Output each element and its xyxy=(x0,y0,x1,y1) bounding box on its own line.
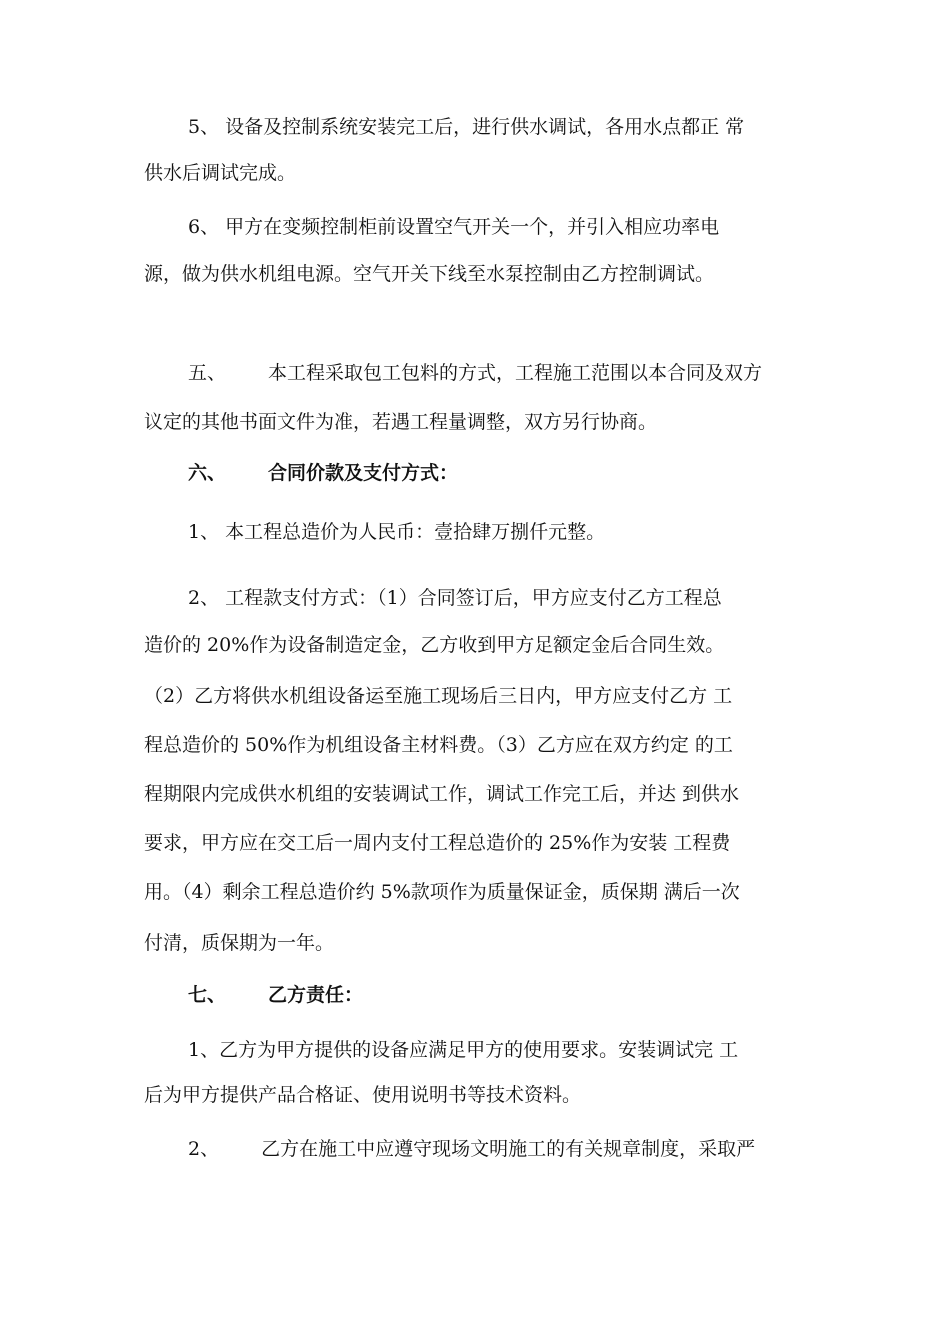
section-5-line-2: 议定的其他书面文件为准，若遇工程量调整，双方另行协商。 xyxy=(144,411,658,433)
section-5-text: 本工程采取包工包料的方式，工程施工范围以本合同及双方 xyxy=(268,362,763,384)
item-6-2-line-2: 造价的 20%作为设备制造定金，乙方收到甲方足额定金后合同生效。 xyxy=(144,634,725,656)
item-6-2-line-8: 付清，质保期为一年。 xyxy=(144,932,335,954)
item-7-2-line-1 xyxy=(188,1137,755,1161)
para-6-line-1: 6、 甲方在变频控制柜前设置空气开关一个，并引入相应功率电 xyxy=(188,216,720,238)
item-7-2-text: 乙方在施工中应遵守现场文明施工的有关规章制度，采取严 xyxy=(261,1138,756,1160)
section-6-title: 合同价款及支付方式： xyxy=(268,462,459,484)
para-5-line-2: 供水后调试完成。 xyxy=(144,162,297,184)
section-7-heading xyxy=(188,983,363,1007)
item-6-2-line-6: 要求，甲方应在交工后一周内支付工程总造价的 25%作为安装 工程费 xyxy=(144,832,731,854)
section-7-title: 乙方责任： xyxy=(268,984,364,1006)
item-6-2-line-5: 程期限内完成供水机组的安装调试工作，调试工作完工后，并达 到供水 xyxy=(144,783,740,805)
item-7-1-line-1: 1、乙方为甲方提供的设备应满足甲方的使用要求。安装调试完 工 xyxy=(188,1039,739,1061)
item-7-1-line-2: 后为甲方提供产品合格证、使用说明书等技术资料。 xyxy=(144,1084,582,1106)
section-5-line-1 xyxy=(188,361,762,385)
para-5-line-1: 5、 设备及控制系统安装完工后，进行供水调试，各用水点都正 常 xyxy=(188,116,745,138)
section-6-number: 六、 xyxy=(188,462,227,484)
section-5-number: 五、 xyxy=(188,362,227,384)
item-6-2-line-4: 程总造价的 50%作为机组设备主材料费。（3）乙方应在双方约定 的工 xyxy=(144,734,733,756)
item-6-1-line-1: 1、 本工程总造价为人民币：壹拾肆万捌仟元整。 xyxy=(188,521,606,543)
item-6-2-line-1: 2、 工程款支付方式：（1）合同签订后，甲方应支付乙方工程总 xyxy=(188,587,722,609)
item-7-2-number: 2、 xyxy=(188,1138,220,1160)
item-6-2-line-3: （2）乙方将供水机组设备运至施工现场后三日内，甲方应支付乙方 工 xyxy=(144,685,733,707)
section-6-heading xyxy=(188,461,458,485)
para-6-line-2: 源，做为供水机组电源。空气开关下线至水泵控制由乙方控制调试。 xyxy=(144,263,715,285)
section-7-number: 七、 xyxy=(188,984,227,1006)
item-6-2-line-7: 用。（4）剩余工程总造价约 5%款项作为质量保证金，质保期 满后一次 xyxy=(144,881,740,903)
